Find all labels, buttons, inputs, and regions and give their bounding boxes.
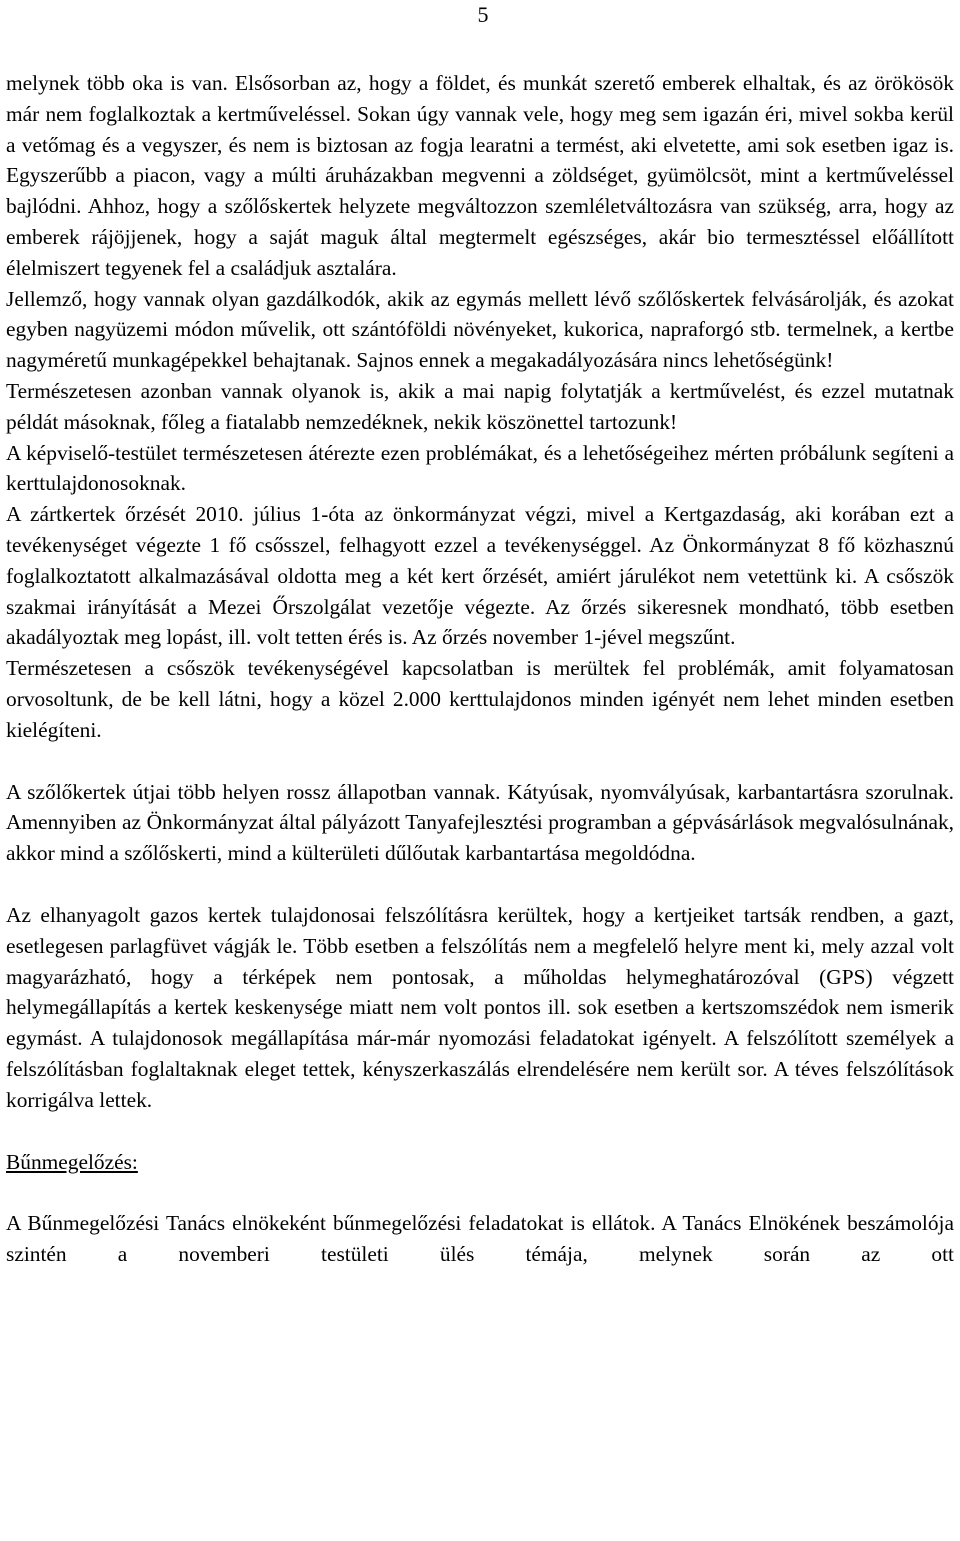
paragraph: A szőlőkertek útjai több helyen rossz állapotban vannak. Kátyúsak, nyomvályúsak, karbantartásra szorulnak. Amennyiben az Önkormányzat által pályázott Tanyafejlesztési programban a gépvásárlások megvalósulnának, akkor mind a szőlőskerti, mind a külterületi dűlőutak karbantartása megoldódna. [6,779,954,866]
paragraph-spacer [6,1116,954,1147]
paragraph: Az elhanyagolt gazos kertek tulajdonosai felszólításra kerültek, hogy a kertjeiket tartsák rendben, a gazt, esetlegesen parlagfüvet vágják le. Több esetben a felszólítás nem a megfelelő helyre ment ki, mely azzal volt magyarázható, hogy a térképek nem pontosak, a műholdas helymeghatározóval (GPS) végzett helymegállapítás a kertek keskenysége miatt nem volt pontos ill. sok esetben a kertszomszédok nem ismerik egymást. A tulajdonosok megállapítása már-már nyomozási feladatokat igényelt. A felszólított személyek a felszólításban foglaltaknak eleget tettek, kényszerkaszálás elrendelésére nem került sor. A téves felszólítások korrigálva lettek. [6,902,954,1112]
document-body [6,68,954,1270]
paragraph: melynek több oka is van. Elsősorban az, hogy a földet, és munkát szerető emberek elhaltak, és az örökösök már nem foglalkoztak a kertműveléssel. Sokan úgy vannak vele, hogy meg sem igazán éri, mivel sokba kerül a vetőmag és a vegyszer, és nem is biztosan az fogja learatni a termést, aki elvetette, ami sok esetben igaz is. Egyszerűbb a piacon, vagy a múlti áruházakban megvenni a zöldséget, gyümölcsöt, mint a kertműveléssel bajlódni. Ahhoz, hogy a szőlőskertek helyzete megváltozzon szemléletváltozásra van szükség, arra, hogy az emberek rájöjjenek, hogy a saját maguk által megtermelt egészséges, akár bio termesztéssel előállított élelmiszert tegyenek fel a családjuk asztalára. [6,71,954,280]
page-number: 5 [477,2,489,27]
paragraph: Természetesen azonban vannak olyanok is, akik a mai napig folytatják a kertművelést, és ezzel mutatnak példát másoknak, főleg a fiatalabb nemzedéknek, nekik köszönettel tartozunk! [6,378,954,434]
paragraph: Természetesen a csőszök tevékenységével kapcsolatban is merültek fel problémák, amit folyamatosan orvosoltunk, de be kell látni, hogy a közel 2.000 kerttulajdonos minden igényét nem lehet minden esetben kielégíteni. [6,656,954,742]
paragraph: Jellemző, hogy vannak olyan gazdálkodók, akik az egymás mellett lévő szőlőskertek felvásárolják, és azokat egyben nagyüzemi módon művelik, ott szántóföldi növényeket, kukorica, napraforgó stb. termelnek, a kertbe nagyméretű munkagépekkel behajtanak. Sajnos ennek a megakadályozására nincs lehetőségünk! [6,286,954,373]
paragraph: A Bűnmegelőzési Tanács elnökeként bűnmegelőzési feladatokat is ellátok. A Tanács Elnökének beszámolója szintén a novemberi testületi ülés témája, melynek során az ott [6,1211,954,1267]
section-heading: Bűnmegelőzés: [6,1149,138,1174]
paragraph-spacer [6,869,954,900]
paragraph: A képviselő-testület természetesen átérezte ezen problémákat, és a lehetőségeihez mérten próbálunk segíteni a kerttulajdonosoknak. [6,440,954,496]
paragraph-spacer [6,746,954,777]
paragraph: A zártkertek őrzését 2010. július 1-óta az önkormányzat végzi, mivel a Kertgazdaság, aki korában ezt a tevékenységet végezte 1 fő csősszel, felhagyott ezzel a tevékenységgel. Az Önkormányzat 8 fő közhasznú foglalkoztatott alkalmazásával oldotta meg a két kert őrzését, amiért járulékot nem vetettünk ki. A csőszök szakmai irányítását a Mezei Őrszolgálat vezetője végezte. Az őrzés sikeresnek mondható, több esetben akadályoztak meg lopást, ill. volt tetten érés is. Az őrzés november 1-jével megszűnt. [6,502,954,650]
paragraph-spacer [6,1177,954,1208]
